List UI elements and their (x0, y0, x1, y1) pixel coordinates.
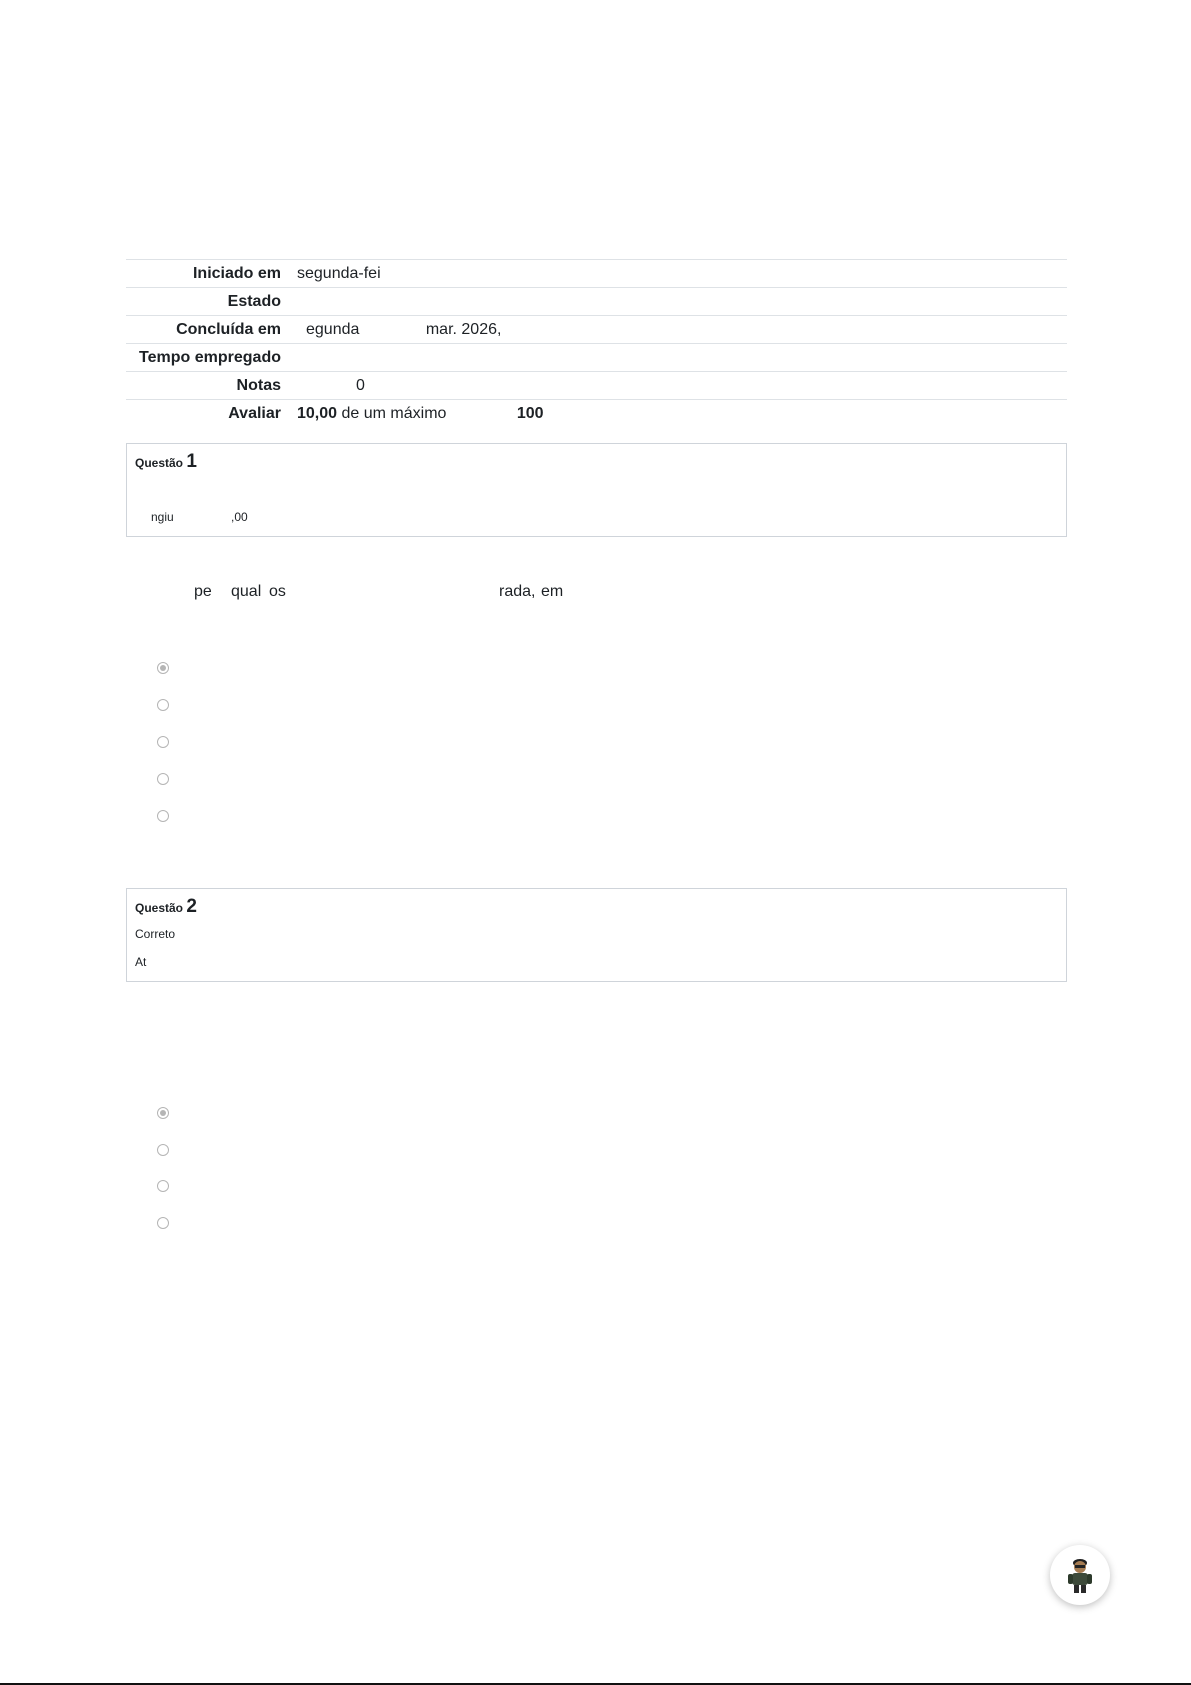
question-1-status: ngiu (151, 510, 174, 524)
completed-label: Concluída em (176, 320, 281, 338)
grade-max: 100 (516, 404, 544, 422)
time-label: Tempo empregado (139, 348, 281, 366)
attempt-summary-table (126, 259, 1067, 427)
grade-value (297, 405, 544, 423)
summary-row-started (126, 259, 1067, 287)
question-1-number (135, 451, 197, 473)
summary-row-time (126, 343, 1067, 371)
question-1-text-part: pe (194, 583, 212, 600)
started-label: Iniciado em (192, 264, 281, 282)
grade-mid-text: de um máximo (341, 404, 447, 422)
completed-value (306, 321, 501, 339)
state-label: Estado (227, 292, 281, 310)
question-1-option-radio[interactable] (157, 699, 169, 711)
question-2-info (126, 888, 1067, 982)
robot-assistant-icon (1064, 1555, 1096, 1595)
grade-label: Avaliar (228, 404, 281, 422)
summary-row-state (126, 287, 1067, 315)
summary-row-grades (126, 371, 1067, 399)
question-2-grade: At (135, 955, 147, 969)
completed-value-date: mar. 2026, (425, 320, 502, 338)
question-2-option-radio[interactable] (157, 1107, 169, 1119)
grade-score: 10,00 (297, 404, 338, 422)
started-value: segunda-fei (297, 264, 381, 282)
question-2-status: Correto (135, 927, 176, 941)
question-1-num: 1 (186, 451, 197, 472)
question-1-text-part: em (541, 583, 564, 600)
question-1-option-radio[interactable] (157, 773, 169, 785)
question-2-num: 2 (186, 896, 197, 917)
summary-row-grade (126, 399, 1067, 427)
question-1-text (0, 583, 1191, 605)
question-2-number (135, 896, 197, 918)
question-1-grade: ,00 (231, 510, 248, 524)
question-1-info (126, 443, 1067, 537)
grades-value: 0 (356, 376, 365, 394)
question-1-text-part: os (269, 583, 286, 600)
completed-value-day: egunda (306, 320, 360, 338)
question-2-label: Questão (135, 901, 184, 915)
summary-row-completed (126, 315, 1067, 343)
question-1-label: Questão (135, 456, 184, 470)
question-1-option-radio[interactable] (157, 662, 169, 674)
question-1-text-part: rada, (499, 583, 536, 600)
question-2-option-radio[interactable] (157, 1180, 169, 1192)
question-1-text-part: qual (231, 583, 262, 600)
question-1-option-radio[interactable] (157, 810, 169, 822)
summary-divider (126, 287, 1067, 288)
grades-label: Notas (236, 376, 281, 394)
question-2-option-radio[interactable] (157, 1217, 169, 1229)
question-2-option-radio[interactable] (157, 1144, 169, 1156)
chat-assistant-button[interactable] (1050, 1545, 1110, 1605)
question-1-option-radio[interactable] (157, 736, 169, 748)
